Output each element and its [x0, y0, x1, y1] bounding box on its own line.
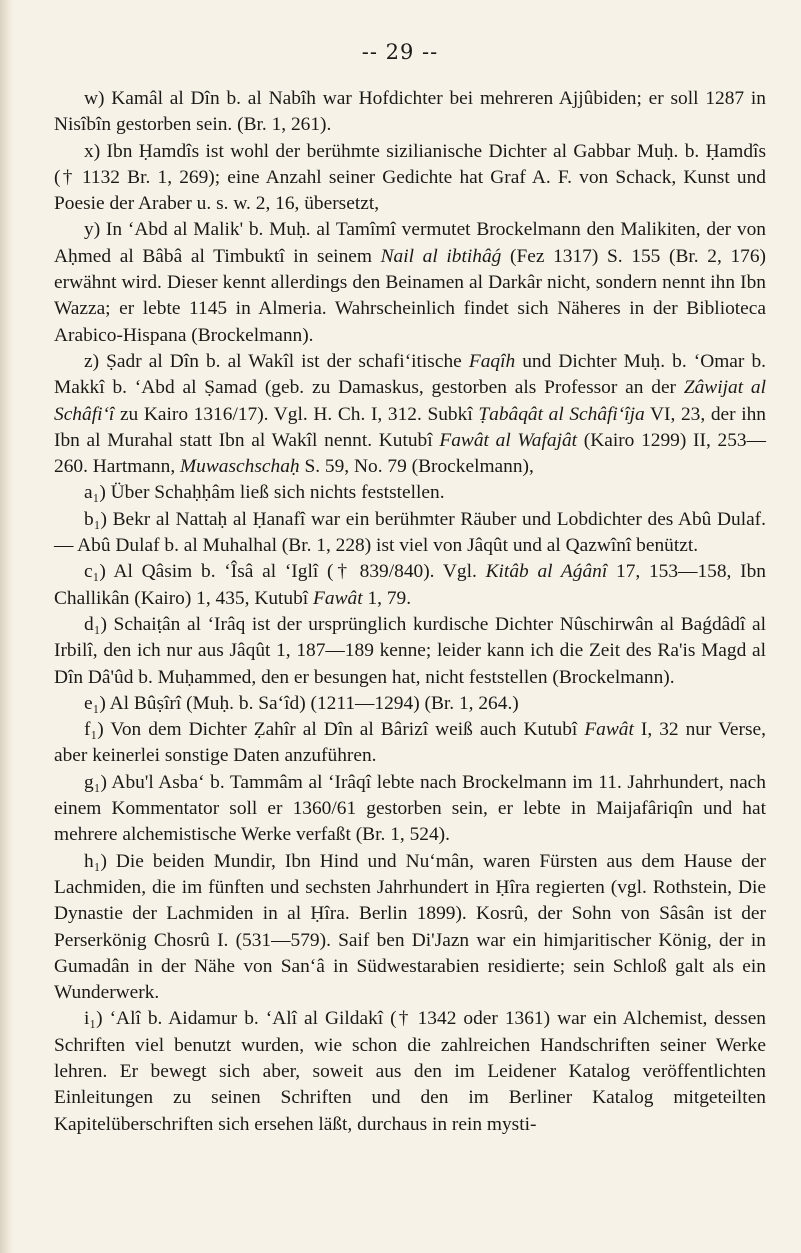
- note-text: 17, 153—158, Ibn Challikân (Kairo) 1, 435, Kutubî: [54, 561, 766, 609]
- note-entry-b1: [54, 507, 766, 560]
- note-entry-i1: [54, 1006, 766, 1137]
- cited-title: Nail al ibtihâǵ: [380, 245, 502, 267]
- note-text: w) Kamâl al Dîn b. al Nabîh war Hofdichter bei mehreren Ajjûbiden; er soll 1287 in Nisîbîn gestorben sein. (Br. 1, 261).: [54, 88, 766, 136]
- note-entry-z: [54, 349, 766, 480]
- note-text: d₁) Schaiṭân al ʻIrâq ist der ursprünglich kurdische Dichter Nûschirwân al Baǵdâdî al Irbilî, den ich nur aus Jâqût 1, 187—189 kenne; leider kann ich die Zeit des Ra'is Magd al Dîn Dâ'ûd b. Muḥammed, den er besungen hat, nicht feststellen (Brockelmann).: [54, 613, 766, 688]
- note-text: 1, 79.: [362, 587, 412, 609]
- note-entry-f1: [54, 717, 766, 770]
- note-entry-d1: [54, 612, 766, 691]
- note-text: (Fez 1317) S. 155 (Br. 2, 176) erwähnt wird. Dieser kennt allerdings den Beinamen al Darkâr nicht, sondern nennt ihn Ibn Wazza; er lebte 1145 in Almeria. Wahrscheinlich findet sich Näheres in der Biblioteca Arabico-Hispana (Brockelmann).: [54, 245, 767, 346]
- cited-title: Faqîh: [468, 350, 516, 372]
- note-entry-g1: [54, 770, 766, 849]
- note-text: g₁) Abu'l Asbaʻ b. Tammâm al ʻIrâqî lebte nach Brockelmann im 11. Jahrhundert, nach einem Kommentator soll er 1360/61 gestorben sein, er lebte in Maijafâriqîn und hat mehrere alchemistische Werke verfaßt (Br. 1, 524).: [54, 771, 766, 846]
- note-text: S. 59, No. 79 (Brockelmann),: [299, 456, 534, 478]
- note-text: und Dichter Muḥ. b. ʻOmar b. Makkî b. ʻAbd al Ṣamad (geb. zu Damaskus, gestorben als Professor an der: [54, 350, 766, 399]
- note-entry-x: [54, 139, 766, 218]
- note-text: (Kairo 1299) II, 253—260. Hartmann,: [54, 429, 766, 478]
- note-text: c₁) Al Qâsim b. ʻÎsâ al ʻIglî († 839/840). Vgl.: [84, 561, 486, 583]
- note-entry-h1: [54, 849, 766, 1007]
- note-text: y) In ʻAbd al Malik' b. Muḥ. al Tamîmî vermutet Brockelmann den Malikiten, der von Aḥmed al Bâbâ al Timbuktî in seinem: [54, 219, 766, 267]
- note-text: VI, 23, der ihn Ibn al Murahal statt Ibn al Wakîl nennt. Kutubî: [54, 403, 766, 451]
- cited-title: Fawât: [313, 587, 363, 609]
- page-edge-shadow: [0, 0, 14, 1253]
- note-entry-a1: [54, 480, 766, 506]
- note-text: x) Ibn Ḥamdîs ist wohl der berühmte sizilianische Dichter al Gabbar Muḥ. b. Ḥamdîs († 1132 Br. 1, 269); eine Anzahl seiner Gedichte hat Graf A. F. von Schack, Kunst und Poesie der Araber u. s. w. 2, 16, übersetzt,: [54, 140, 766, 215]
- note-text: zu Kairo 1316/17). Vgl. H. Ch. I, 312. Subkî: [114, 403, 479, 425]
- cited-title: Zâwijat al Schâfiʻî: [54, 377, 766, 425]
- note-entry-w: [54, 86, 766, 139]
- cited-title: Kitâb al Aǵânî: [485, 561, 608, 583]
- footnote-body: [54, 86, 766, 1138]
- note-text: h₁) Die beiden Mundir, Ibn Hind und Nuʻmân, waren Fürsten aus dem Hause der Lachmiden, die im fünften und sechsten Jahrhundert in Ḥîra regierten (vgl. Rothstein, Die Dynastie der Lachmiden in al Ḥîra. Berlin 1899). Kosrû, der Sohn von Sâsân ist der Perserkönig Chosrû I. (531—579). Saif ben Di'Jazn war ein himjaritischer König, der in Gumadân in der Nähe von Sanʻâ in Südwestarabien residierte; sein Schloß galt als ein Wunderwerk.: [54, 850, 766, 1004]
- cited-title: Muwaschschaḥ: [180, 456, 300, 478]
- cited-title: Fawât al Wafajât: [439, 429, 578, 451]
- note-entry-e1: [54, 691, 766, 717]
- note-text: z) Ṣadr al Dîn b. al Wakîl ist der schafiʻitische: [84, 350, 469, 372]
- cited-title: Fawât: [584, 719, 634, 741]
- cited-title: Ṭabâqât al Schâfiʻîja: [478, 403, 645, 425]
- note-text: b₁) Bekr al Nattaḥ al Ḥanafî war ein berühmter Räuber und Lobdichter des Abû Dulaf. — Abû Dulaf b. al Muhalhal (Br. 1, 228) ist viel von Jâqût und al Qazwînî benützt.: [54, 508, 766, 557]
- note-entry-c1: [54, 559, 766, 612]
- note-text: f₁) Von dem Dichter Ẓahîr al Dîn al Bârizî weiß auch Kutubî: [84, 719, 585, 741]
- note-entry-y: [54, 217, 766, 348]
- note-text: i₁) ʻAlî b. Aidamur b. ʻAlî al Gildakî († 1342 oder 1361) war ein Alchemist, dessen Schriften viel benutzt wurden, wie schon die zahlreichen Handschriften seiner Werke lehren. Er bewegt sich aber, soweit aus den im Leidener Katalog veröffentlichten Einleitungen zu seinen Schriften und den im Berliner Katalog mitgeteilten Kapitelüberschriften sich ersehen läßt, durchaus in rein mysti-: [54, 1008, 766, 1135]
- page-number: -- 29 --: [361, 40, 439, 64]
- note-text: I, 32 nur Verse, aber keinerlei sonstige Daten anzuführen.: [54, 719, 766, 767]
- note-text: a₁) Über Schaḥḥâm ließ sich nichts feststellen.: [84, 482, 445, 504]
- note-text: e₁) Al Bûṣîrî (Muḥ. b. Saʻîd) (1211—1294) (Br. 1, 264.): [84, 692, 519, 714]
